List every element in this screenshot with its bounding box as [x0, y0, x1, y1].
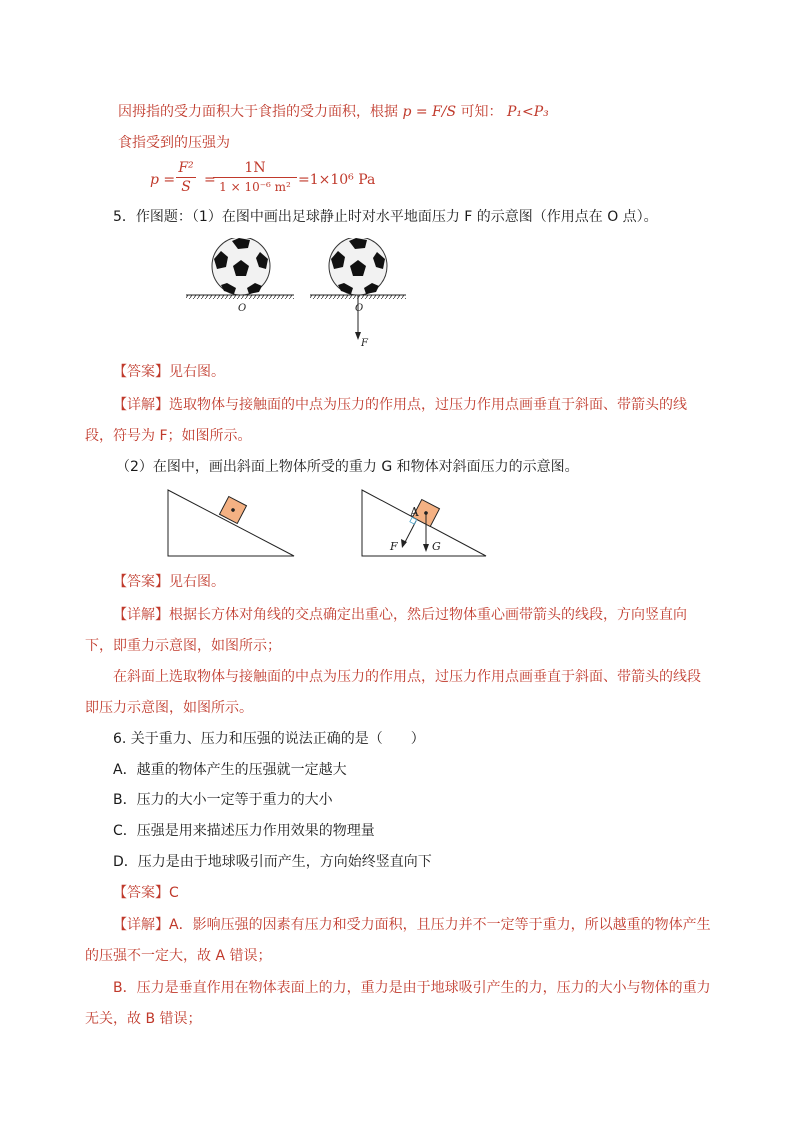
label-f-incline: F: [390, 540, 398, 553]
line1-text-a: 因拇指的受力面积大于食指的受力面积，根据: [118, 104, 398, 120]
frac2-numerator: 1N: [244, 160, 266, 176]
label-o-left: O: [238, 303, 247, 314]
answer-1-text: 见右图。: [169, 364, 225, 380]
detail-1: [113, 395, 687, 415]
detail-1-continued: 段，符号为 F；如图所示。: [85, 428, 252, 444]
detail-3-b: B．压力是垂直作用在物体表面上的力，重力是由于地球吸引产生的力，压力的大小与物体的重力: [113, 980, 711, 996]
label-a: A: [410, 505, 419, 519]
detail-2-paragraph-2-continued: 即压力示意图，如图所示。: [85, 700, 253, 716]
text-line-1: [118, 102, 549, 122]
ground-left: [186, 295, 294, 299]
text-line-2: 食指受到的压强为: [118, 135, 230, 151]
soccer-ball-right: [329, 238, 387, 295]
soccer-ball-left: [212, 238, 270, 295]
soccer-ball-figure: [186, 238, 406, 350]
answer-3: [113, 883, 179, 903]
answer-2-tag: 【答案】: [113, 574, 169, 590]
line1-formula: p = F/S: [402, 104, 457, 120]
frac2-denominator: 1 × 10⁻⁶ m²: [219, 180, 291, 194]
frac1-denominator: S: [181, 179, 191, 195]
line1-result: P₁<P₃: [506, 104, 549, 120]
answer-1: [113, 362, 225, 382]
soccer-ball-diagram: [186, 238, 406, 350]
pressure-arrow: [401, 517, 417, 548]
incline-left: [168, 490, 294, 556]
incline-right: [362, 490, 486, 556]
option-a: A．越重的物体产生的压强就一定越大: [113, 762, 347, 778]
answer-3-text: C: [169, 885, 179, 901]
answer-2: [113, 572, 225, 592]
detail-3-b-continued: 无关，故 B 错误；: [85, 1011, 202, 1027]
formula-frac1: [176, 160, 196, 195]
question-5-2: （2）在图中，画出斜面上物体所受的重力 G 和物体对斜面压力的示意图。: [116, 459, 579, 475]
option-c: C．压强是用来描述压力作用效果的物理量: [113, 823, 375, 839]
detail-2-text: 根据长方体对角线的交点确定出重心，然后过物体重心画带箭头的线段，方向竖直向: [169, 607, 687, 623]
label-o-right: O: [355, 303, 364, 314]
answer-2-text: 见右图。: [169, 574, 225, 590]
question-5: 5．作图题：（1）在图中画出足球静止时对水平地面压力 F 的示意图（作用点在 O 点）。: [113, 209, 658, 225]
detail-3-continued: 的压强不一定大，故 A 错误；: [85, 948, 272, 964]
formula-frac2: [213, 160, 297, 195]
answer-3-tag: 【答案】: [113, 885, 169, 901]
detail-3: [113, 915, 711, 935]
answer-1-tag: 【答案】: [113, 364, 169, 380]
detail-2-paragraph-2: 在斜面上选取物体与接触面的中点为压力的作用点，过压力作用点画垂直于斜面、带箭头的线段: [113, 669, 701, 685]
force-arrow-f: [355, 295, 364, 340]
detail-3-text: A．影响压强的因素有压力和受力面积，且压力并不一定等于重力，所以越重的物体产生: [169, 917, 711, 933]
formula-result: =1×10⁶ Pa: [298, 172, 376, 188]
detail-3-tag: 【详解】: [113, 917, 169, 933]
option-d: D．压力是由于地球吸引而产生，方向始终竖直向下: [113, 854, 432, 870]
frac1-numerator: F²: [178, 160, 194, 176]
option-b: B．压力的大小一定等于重力的大小: [113, 792, 333, 808]
detail-2-continued: 下，即重力示意图，如图所示；: [85, 638, 281, 654]
detail-2-tag: 【详解】: [113, 607, 169, 623]
formula-eq: =: [204, 172, 216, 188]
question-6: 6. 关于重力、压力和压强的说法正确的是（ ）: [113, 731, 425, 747]
label-g: G: [432, 540, 441, 553]
label-f: F: [361, 338, 368, 349]
incline-diagram: [166, 488, 492, 560]
formula-lhs: p =: [150, 172, 176, 188]
detail-1-tag: 【详解】: [113, 397, 169, 413]
detail-2: [113, 605, 687, 625]
detail-1-text: 选取物体与接触面的中点为压力的作用点，过压力作用点画垂直于斜面、带箭头的线: [169, 397, 687, 413]
line1-text-b: 可知：: [460, 104, 503, 120]
incline-figure: [166, 488, 492, 560]
